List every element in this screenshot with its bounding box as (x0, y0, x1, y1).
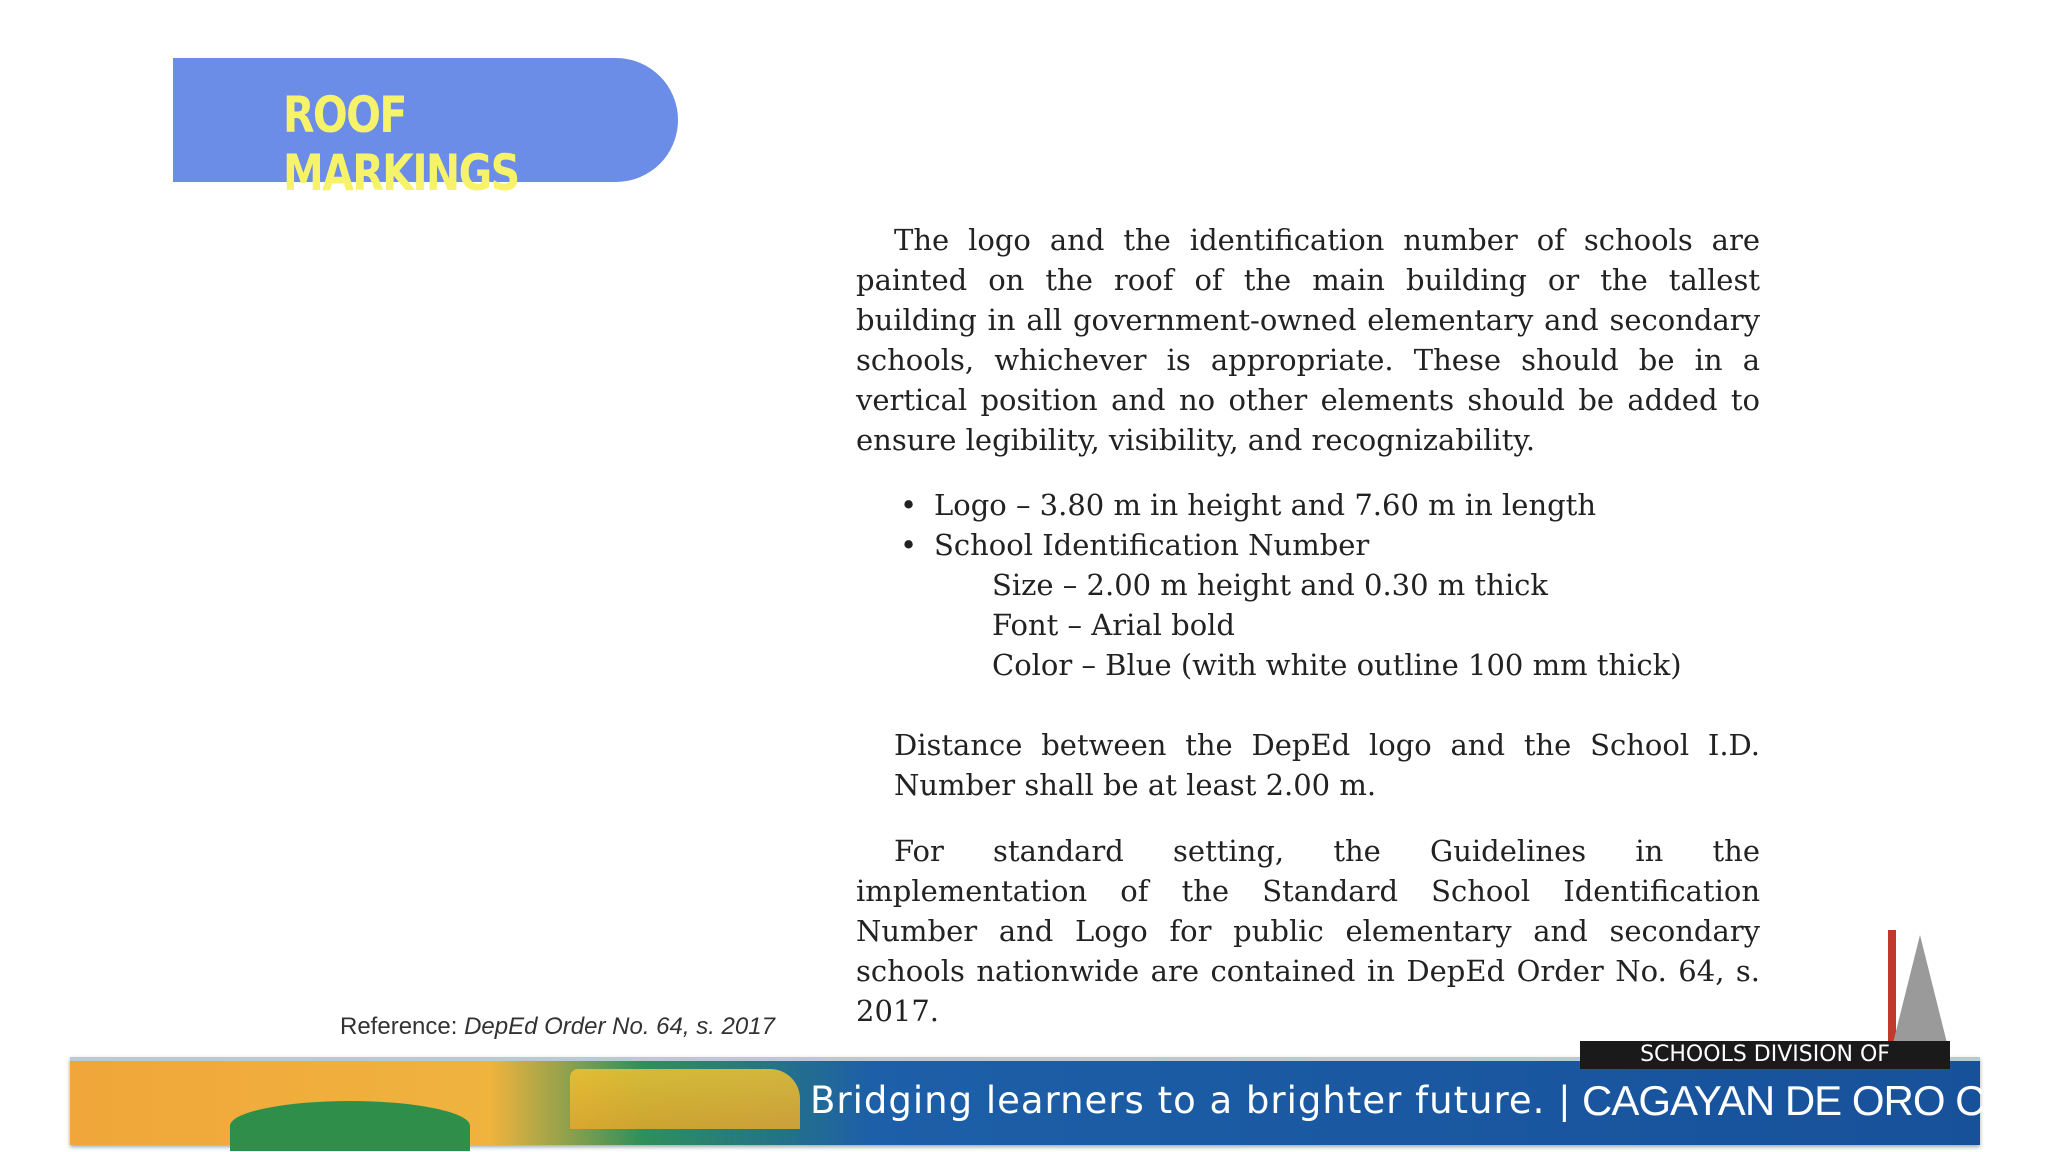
bullet-text: School Identification Number (934, 528, 1370, 562)
paragraph-distance: Distance between the DepEd logo and the School I.D. Number shall be at least 2.00 m. (894, 728, 1760, 802)
paragraph-standard: For standard setting, the Guidelines in the implementation of the Standard School Identification Number and Logo for public elementary and secondary schools nationwide are contained in DepEd Order No. 64, s. 2017. (856, 834, 1760, 1028)
division-label: SCHOOLS DIVISION OF (1580, 1041, 1950, 1069)
reference-source: DepEd Order No. 64, s. 2017 (464, 1013, 775, 1040)
sail-icon (1890, 935, 1950, 1055)
hill-icon (230, 1101, 470, 1151)
bullet-dot-icon: • (900, 528, 918, 562)
bullet-text: Logo – 3.80 m in height and 7.60 m in length (934, 488, 1597, 522)
reference-label: Reference: (340, 1013, 465, 1040)
town-illustration-icon (570, 1069, 800, 1129)
page-title: ROOF MARKINGS (283, 86, 519, 202)
sub-item: Font – Arial bold (992, 608, 1235, 642)
bullet-dot-icon: • (900, 488, 918, 522)
document-body (856, 220, 1760, 1031)
title-banner (173, 58, 678, 202)
paragraph-intro: The logo and the identification number of schools are painted on the roof of the main building or the tallest building in all government-owned elementary and secondary schools, whichever is appropriate. These should be in a vertical position and no other elements should be added to ensure legibility, visibility, and recognizability. (856, 223, 1760, 457)
bullet-item (900, 485, 1760, 525)
division-logo (1510, 1042, 2047, 1137)
reference-note (340, 1013, 775, 1041)
sub-item: Size – 2.00 m height and 0.30 m thick (992, 568, 1548, 602)
bullet-item (900, 525, 1760, 565)
division-name: CAGAYAN DE ORO CITY (1582, 1077, 2047, 1124)
footer-tagline: Bridging learners to a brighter future. | (810, 1079, 1572, 1122)
footer-banner (70, 1042, 2047, 1145)
bullet-list (856, 485, 1760, 685)
sub-item: Color – Blue (with white outline 100 mm thick) (992, 648, 1682, 682)
